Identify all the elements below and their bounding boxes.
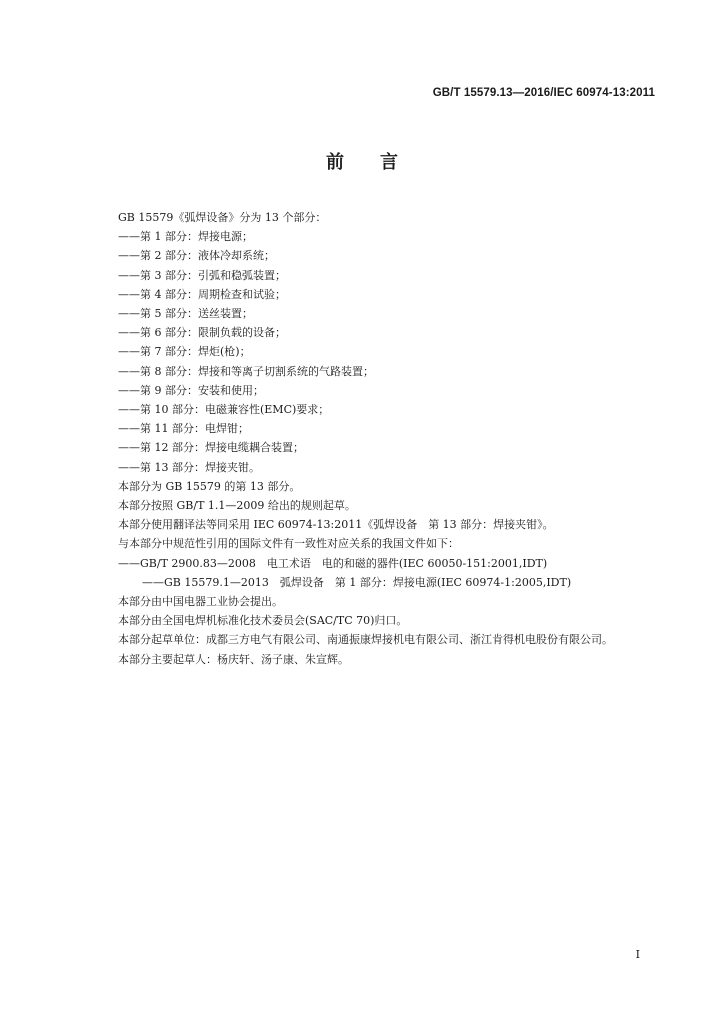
drafting-units-paragraph: 本部分起草单位：成都三方电气有限公司、南通振康焊接机电有限公司、浙江肯得机电股份有限公司。 — [118, 633, 613, 647]
part-item: ——第 9 部分：安装和使用； — [118, 383, 264, 397]
part-item: ——第 2 部分：液体冷却系统； — [118, 249, 275, 263]
part-item: ——第 11 部分：电焊钳； — [118, 422, 249, 436]
part-item: ——第 1 部分：焊接电源； — [118, 230, 253, 244]
part-item: ——第 10 部分：电磁兼容性(EMC)要求； — [118, 403, 330, 417]
reference-item: ——GB 15579.1—2013 弧焊设备 第 1 部分：焊接电源(IEC 60974-1:2005,IDT) — [142, 575, 572, 589]
page-title: 前 言 — [326, 152, 398, 173]
part-item: ——第 5 部分：送丝装置； — [118, 307, 253, 321]
standard-code-header: GB/T 15579.13—2016/IEC 60974-13:2011 — [432, 87, 655, 99]
paragraph: 本部分由中国电器工业协会提出。 — [118, 595, 283, 609]
paragraph: 本部分由全国电焊机标准化技术委员会(SAC/TC 70)归口。 — [118, 614, 408, 628]
paragraph: 本部分为 GB 15579 的第 13 部分。 — [118, 479, 301, 493]
reference-item: ——GB/T 2900.83—2008 电工术语 电的和磁的器件(IEC 60050-151:2001,IDT) — [118, 556, 548, 570]
page-number: I — [635, 948, 640, 961]
paragraph: 与本部分中规范性引用的国际文件有一致性对应关系的我国文件如下： — [118, 537, 459, 551]
part-item: ——第 7 部分：焊炬(枪)； — [118, 345, 251, 359]
part-item: ——第 3 部分：引弧和稳弧装置； — [118, 268, 286, 282]
parts-list — [118, 227, 663, 477]
part-item: ——第 4 部分：周期检查和试验； — [118, 287, 286, 301]
part-item: ——第 6 部分：限制负载的设备； — [118, 326, 286, 340]
paragraph: 本部分使用翻译法等同采用 IEC 60974-13:2011《弧焊设备 第 13 部分：焊接夹钳》。 — [118, 518, 554, 532]
part-item: ——第 12 部分：焊接电缆耦合装置； — [118, 441, 304, 455]
paragraph: 本部分主要起草人：杨庆轩、汤子康、朱宣辉。 — [118, 652, 349, 666]
document-body — [118, 208, 663, 669]
paragraph: 本部分按照 GB/T 1.1—2009 给出的规则起草。 — [118, 499, 356, 513]
part-item: ——第 13 部分：焊接夹钳。 — [118, 460, 260, 474]
part-item: ——第 8 部分：焊接和等离子切割系统的气路装置； — [118, 364, 374, 378]
intro-paragraph: GB 15579《弧焊设备》分为 13 个部分： — [118, 211, 327, 224]
